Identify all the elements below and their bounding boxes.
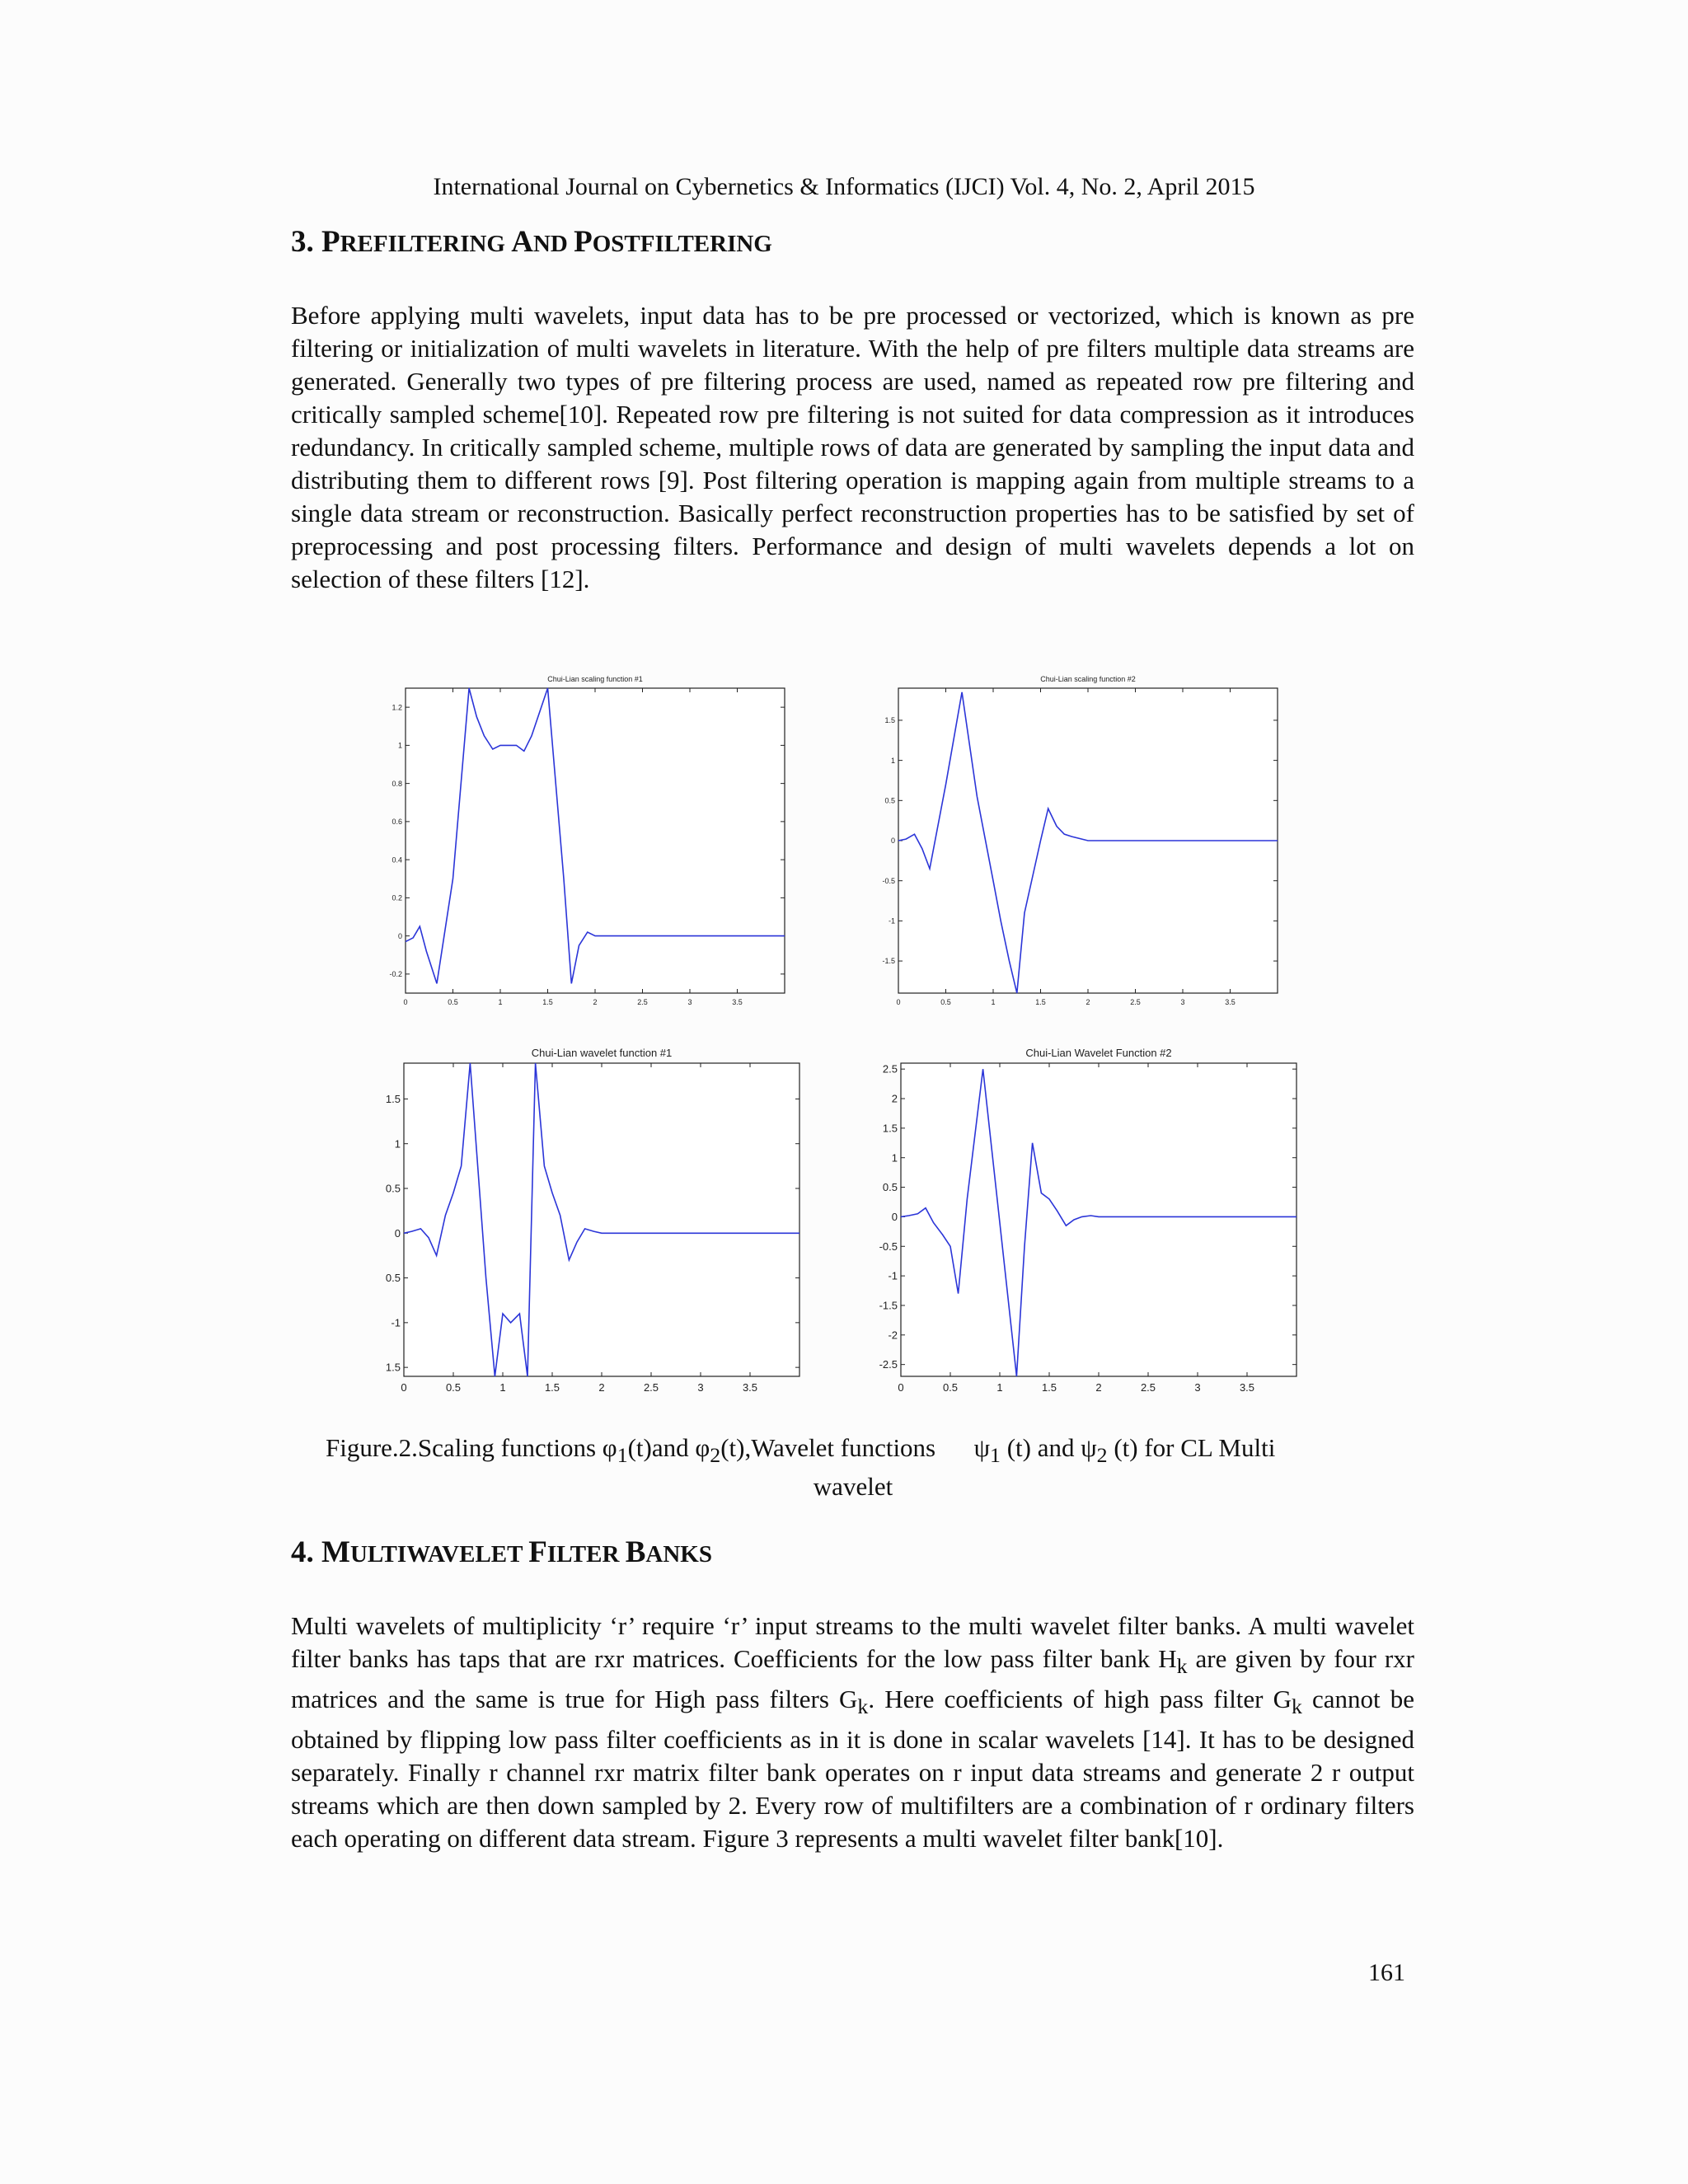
x-tick-label: 3.5 bbox=[732, 998, 743, 1006]
x-tick-label: 1 bbox=[996, 1381, 1003, 1394]
y-tick-label: 0.8 bbox=[392, 779, 402, 788]
y-tick-label: 1.5 bbox=[385, 1092, 401, 1105]
y-tick-label: -2.5 bbox=[879, 1358, 898, 1371]
x-tick-label: 3 bbox=[687, 998, 692, 1006]
x-tick-label: 2 bbox=[593, 998, 598, 1006]
plot-scaling-function-1 bbox=[354, 668, 799, 1022]
x-tick-label: 1 bbox=[499, 1381, 506, 1394]
y-tick-label: -0.2 bbox=[389, 970, 402, 979]
heading-smallcaps: REFILTERING bbox=[340, 231, 512, 257]
plot-scaling-function-2-svg bbox=[849, 668, 1294, 1022]
y-tick-label: 0.5 bbox=[385, 1182, 401, 1195]
y-tick-label: 2 bbox=[891, 1092, 898, 1105]
y-tick-label: -0.5 bbox=[882, 876, 895, 885]
y-tick-label: -1.5 bbox=[882, 957, 895, 966]
y-tick-label: -2 bbox=[888, 1329, 898, 1342]
y-tick-label: 1.5 bbox=[884, 716, 895, 725]
y-tick-label: 0 bbox=[397, 931, 402, 940]
x-tick-label: 0.5 bbox=[445, 1381, 462, 1394]
x-tick-label: 2 bbox=[1095, 1381, 1102, 1394]
x-tick-label: 3 bbox=[697, 1381, 704, 1394]
plot-scaling-function-1-svg bbox=[354, 668, 799, 1022]
plot-wavelet-function-2 bbox=[849, 1037, 1311, 1399]
section-3-heading bbox=[291, 224, 772, 260]
chart-title: Chui-Lian wavelet function #1 bbox=[531, 1047, 673, 1059]
heading-initial: A bbox=[511, 225, 533, 259]
y-tick-label: 0 bbox=[394, 1226, 401, 1240]
y-tick-label: 0.6 bbox=[392, 818, 402, 827]
plot-frame bbox=[901, 1063, 1296, 1376]
plot-frame bbox=[406, 688, 785, 993]
y-tick-label: -1 bbox=[888, 1269, 898, 1282]
x-tick-label: 1.5 bbox=[1041, 1381, 1057, 1394]
x-tick-label: 0.5 bbox=[448, 998, 458, 1006]
section-4-number: 4. bbox=[291, 1535, 321, 1569]
chart-title: Chui-Lian Wavelet Function #2 bbox=[1025, 1047, 1172, 1059]
y-tick-label: 1.2 bbox=[392, 703, 402, 712]
chart-title: Chui-Lian scaling function #1 bbox=[547, 675, 643, 683]
page-number: 161 bbox=[1368, 1959, 1405, 1986]
x-tick-label: 1.5 bbox=[544, 1381, 560, 1394]
heading-smallcaps: ANKS bbox=[645, 1541, 712, 1568]
y-tick-label: -1.5 bbox=[879, 1299, 898, 1312]
section-3-paragraph: Before applying multi wavelets, input data has to be pre processed or vectorized, which is known as pre filtering or initialization of multi wavelets in literature. With the help of pre filters multiple data streams are generated. Generally two types of pre filtering process are used, named as repeated row pre filtering and critically sampled scheme[10]. Repeated row pre filtering is not suited for data compression as it introduces redundancy. In critically sampled scheme, multiple rows of data are generated by sampling the input data and distributing them to different rows [9]. Post filtering operation is mapping again from multiple streams to a single data stream or reconstruction. Basically perfect reconstruction properties has to be satisfied by set of preprocessing and post processing filters. Performance and design of multi wavelets depends a lot on selection of these filters [12]. bbox=[291, 301, 1414, 593]
y-tick-label: -1 bbox=[391, 1316, 401, 1329]
x-tick-label: 1 bbox=[498, 998, 503, 1006]
y-tick-label: 2.5 bbox=[882, 1062, 898, 1076]
y-tick-label: 1.5 bbox=[882, 1122, 898, 1135]
x-tick-label: 1.5 bbox=[1035, 998, 1046, 1006]
y-tick-label: -0.5 bbox=[879, 1240, 898, 1253]
y-tick-label: 1 bbox=[890, 756, 895, 765]
section-3-number: 3. bbox=[291, 225, 321, 259]
running-header: International Journal on Cybernetics & Informatics (IJCI) Vol. 4, No. 2, April 2015 bbox=[433, 173, 1255, 200]
y-tick-label: 1 bbox=[891, 1151, 898, 1165]
heading-initial: P bbox=[574, 225, 593, 259]
section-4-heading bbox=[291, 1535, 712, 1570]
x-tick-label: 1 bbox=[991, 998, 996, 1006]
y-tick-label: 1.5 bbox=[385, 1361, 401, 1374]
plot-frame bbox=[404, 1063, 799, 1376]
section-4-title bbox=[321, 1535, 712, 1569]
x-tick-label: 0 bbox=[898, 1381, 904, 1394]
y-tick-label: 1 bbox=[397, 741, 402, 750]
x-tick-label: 3.5 bbox=[742, 1381, 758, 1394]
figure-caption bbox=[326, 1432, 1397, 1502]
x-tick-label: 2.5 bbox=[1130, 998, 1141, 1006]
y-tick-label: 0.5 bbox=[385, 1272, 401, 1285]
plot-scaling-function-2 bbox=[849, 668, 1294, 1022]
y-tick-label: 0.2 bbox=[392, 893, 402, 902]
y-tick-label: 0.5 bbox=[882, 1181, 898, 1194]
y-tick-label: 1 bbox=[394, 1137, 401, 1151]
heading-initial: P bbox=[321, 225, 340, 259]
y-tick-label: 0 bbox=[890, 837, 895, 846]
plot-wavelet-function-2-svg bbox=[849, 1037, 1311, 1399]
chart-title: Chui-Lian scaling function #2 bbox=[1040, 675, 1136, 683]
x-tick-label: 0 bbox=[896, 998, 901, 1006]
y-tick-label: -1 bbox=[888, 916, 895, 926]
x-tick-label: 3.5 bbox=[1239, 1381, 1255, 1394]
section-3-title bbox=[321, 225, 772, 259]
x-tick-label: 2.5 bbox=[1140, 1381, 1156, 1394]
x-tick-label: 0 bbox=[403, 998, 408, 1006]
heading-initial: F bbox=[528, 1535, 547, 1569]
caption-line-1: Figure.2.Scaling functions $\varphi_1(t)and$ $\varphi_2(t),Wavelet$ functions $\psi_1$ (t) and $\psi_2$ (t) for CL Multi bbox=[326, 1433, 1276, 1468]
x-tick-label: 2 bbox=[1085, 998, 1090, 1006]
plot-wavelet-function-1 bbox=[354, 1037, 816, 1399]
heading-initial: B bbox=[625, 1535, 646, 1569]
caption-line-2: wavelet bbox=[813, 1472, 893, 1502]
x-tick-label: 0.5 bbox=[940, 998, 951, 1006]
x-tick-label: 3 bbox=[1194, 1381, 1201, 1394]
heading-smallcaps: ND bbox=[532, 231, 574, 257]
x-tick-label: 0.5 bbox=[942, 1381, 959, 1394]
heading-smallcaps: ILTER bbox=[546, 1541, 626, 1568]
x-tick-label: 2.5 bbox=[637, 998, 648, 1006]
heading-initial: M bbox=[321, 1535, 350, 1569]
plot-wavelet-function-1-svg bbox=[354, 1037, 816, 1399]
x-tick-label: 2 bbox=[598, 1381, 605, 1394]
y-tick-label: 0 bbox=[891, 1210, 898, 1223]
y-tick-label: 0.4 bbox=[392, 855, 402, 865]
x-tick-label: 3.5 bbox=[1225, 998, 1236, 1006]
x-tick-label: 0 bbox=[401, 1381, 407, 1394]
heading-smallcaps: OSTFILTERING bbox=[592, 231, 772, 257]
x-tick-label: 1.5 bbox=[542, 998, 553, 1006]
section-4-paragraph: Multi wavelets of multiplicity ‘r’ require ‘r’ input streams to the multi wavelet filter banks. A multi wavelet filter banks has taps that are rxr matrices. Coefficients for the low pass filter bank $H_k$ are given by four rxr matrices and the same is true for High pass filters $G_k$. Here coefficients of high pass filter $G_k$ cannot be obtained by flipping low pass filter coefficients as in it is done in scalar wavelets [14]. It has to be designed separately. Finally r channel rxr matrix filter bank operates on r input data streams and generate 2 r output streams which are then down sampled by 2. Every row of multifilters are a combination of r ordinary filters each operating on different data stream. Figure 3 represents a multi wavelet filter bank[10]. bbox=[291, 1611, 1415, 1854]
heading-smallcaps: ULTIWAVELET bbox=[349, 1541, 529, 1568]
x-tick-label: 3 bbox=[1180, 998, 1185, 1006]
x-tick-label: 2.5 bbox=[643, 1381, 659, 1394]
y-tick-label: 0.5 bbox=[884, 796, 895, 805]
